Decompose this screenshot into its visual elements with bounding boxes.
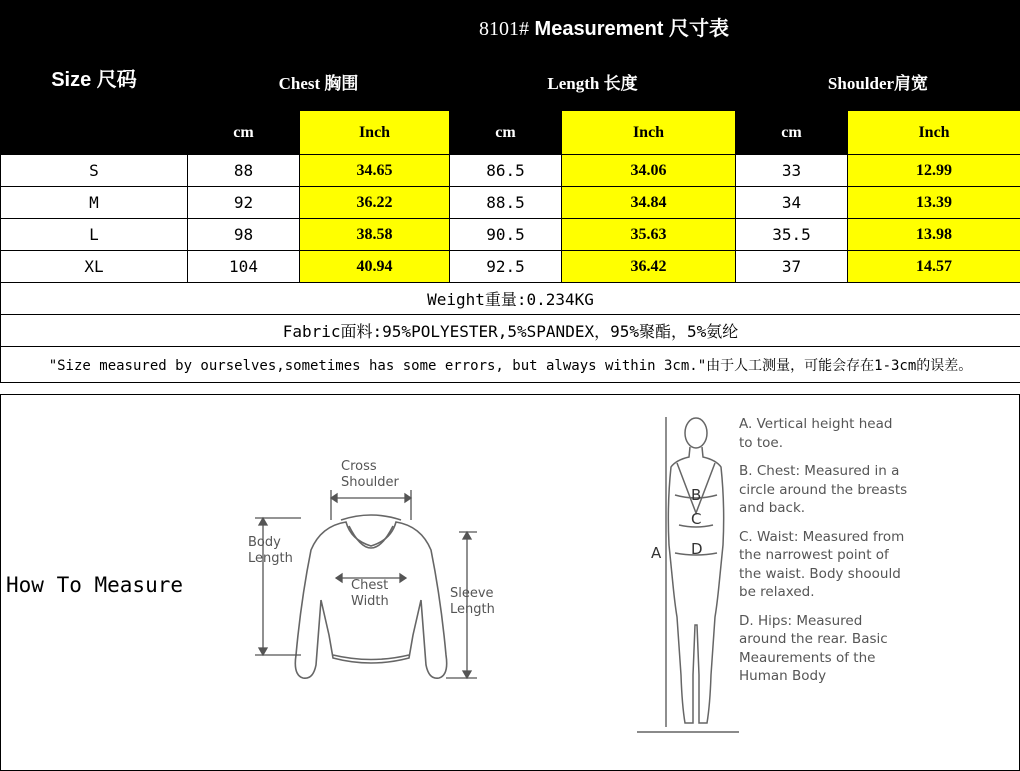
length-cm-cell: 86.5 (450, 155, 562, 187)
length-inch-cell: 34.06 (562, 155, 736, 187)
body-length-label: Body Length (248, 535, 293, 566)
size-header: Size 尺码 (1, 1, 188, 155)
chest-cm-cell: 92 (188, 187, 300, 219)
sleeve-length-label: Sleeve Length (450, 586, 495, 617)
shoulder-cm-cell: 34 (736, 187, 848, 219)
length-cm-cell: 88.5 (450, 187, 562, 219)
chest-inch-cell: 38.58 (300, 219, 450, 251)
chest-inch-cell: 40.94 (300, 251, 450, 283)
size-cell: M (1, 187, 188, 219)
table-row (1, 219, 1020, 251)
body-diagram (631, 405, 741, 735)
note-d: D. Hips: Measured around the rear. Basic Meaurements of the Human Body (739, 612, 888, 684)
title-text: Measurement 尺寸表 (534, 18, 730, 40)
shoulder-cm-cell: 33 (736, 155, 848, 187)
note-b: B. Chest: Measured in a circle around the breasts and back. (739, 463, 908, 516)
unit-cm-length: cm (450, 111, 562, 155)
how-to-measure-label: How To Measure (6, 573, 184, 597)
marker-a: A (651, 544, 662, 562)
length-group-header: Length 长度 (450, 53, 736, 111)
measurement-note: "Size measured by ourselves,sometimes has some errors, but always within 3cm."由于人工测量，可能会存在1-3cm的误差。 (1, 347, 1020, 383)
how-to-measure-section (0, 394, 1020, 771)
length-inch-cell: 34.84 (562, 187, 736, 219)
cross-shoulder-label: Cross Shoulder (341, 459, 399, 490)
marker-b: B (691, 486, 702, 504)
length-cm-cell: 92.5 (450, 251, 562, 283)
size-cell: S (1, 155, 188, 187)
shoulder-cm-cell: 37 (736, 251, 848, 283)
length-inch-cell: 35.63 (562, 219, 736, 251)
size-cell: L (1, 219, 188, 251)
table-row (1, 187, 1020, 219)
table-row (1, 251, 1020, 283)
chest-cm-cell: 88 (188, 155, 300, 187)
shoulder-cm-cell: 35.5 (736, 219, 848, 251)
chest-cm-cell: 98 (188, 219, 300, 251)
size-cell: XL (1, 251, 188, 283)
length-inch-cell: 36.42 (562, 251, 736, 283)
fabric-row: Fabric面料:95%POLYESTER,5%SPANDEX，95%聚酯，5%氨纶 (1, 315, 1020, 347)
unit-cm-chest: cm (188, 111, 300, 155)
chest-cm-cell: 104 (188, 251, 300, 283)
unit-inch-length: Inch (562, 111, 736, 155)
shoulder-inch-cell: 13.98 (848, 219, 1020, 251)
unit-cm-shoulder: cm (736, 111, 848, 155)
shoulder-inch-cell: 13.39 (848, 187, 1020, 219)
body-measurement-notes (739, 415, 909, 696)
marker-d: D (691, 540, 703, 558)
shoulder-inch-cell: 12.99 (848, 155, 1020, 187)
marker-c: C (691, 510, 702, 528)
note-a: A. Vertical height head to toe. (739, 416, 893, 451)
shoulder-group-header: Shoulder肩宽 (736, 53, 1020, 111)
size-chart-table (0, 0, 1020, 383)
chest-group-header: Chest 胸围 (188, 53, 450, 111)
table-row (1, 155, 1020, 187)
chart-title (188, 1, 1020, 53)
chest-inch-cell: 34.65 (300, 155, 450, 187)
title-number: 8101# (478, 18, 529, 40)
chest-width-label: Chest Width (351, 578, 389, 609)
length-cm-cell: 90.5 (450, 219, 562, 251)
unit-inch-shoulder: Inch (848, 111, 1020, 155)
chest-inch-cell: 36.22 (300, 187, 450, 219)
unit-inch-chest: Inch (300, 111, 450, 155)
note-c: C. Waist: Measured from the narrowest point of the waist. Body shoould be relaxed. (739, 528, 905, 600)
shoulder-inch-cell: 14.57 (848, 251, 1020, 283)
weight-row: Weight重量:0.234KG (1, 283, 1020, 315)
